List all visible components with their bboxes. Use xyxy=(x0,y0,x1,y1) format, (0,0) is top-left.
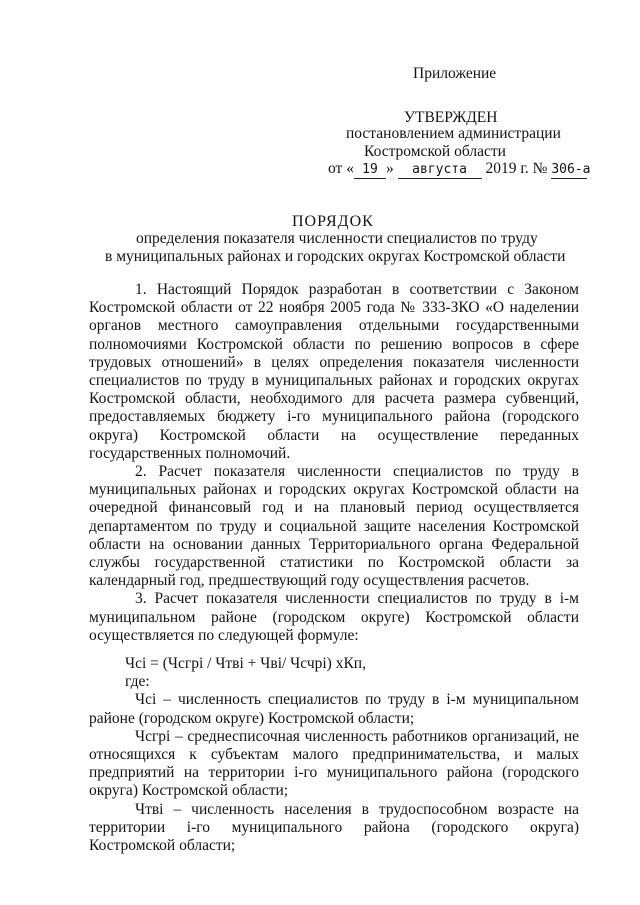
date-month: августа xyxy=(398,162,482,179)
formula: Чсi = (Чсгрi / Чтвi + Чвi/ Чсчрi) хКп, xyxy=(125,655,366,673)
date-day: 19 xyxy=(354,162,386,179)
definition-chtvi: Чтвi – численность населения в трудоспособном возрасте на территории i-го муниципального района (городского округа) Костромской области; xyxy=(89,800,579,855)
definition-chsgri: Чсгрi – среднесписочная численность работников организаций, не относящихся к субъектам малого предпринимательства, и малых предприятий на территории i-го муниципального района (городского округа) Костромской области; xyxy=(89,727,579,800)
approved-label: УТВЕРЖДЕН xyxy=(404,109,498,126)
approval-line-1: постановлением администрации xyxy=(346,125,561,142)
date-prefix: от « xyxy=(328,160,354,177)
appendix-label: Приложение xyxy=(413,65,497,82)
document-body xyxy=(89,281,579,855)
approval-line-2: Костромской области xyxy=(364,143,506,160)
document-title: ПОРЯДОК xyxy=(292,213,374,230)
paragraph-2: 2. Расчет показателя численности специалистов по труду в муниципальных районах и городских округах Костромской области на очередной финансовый год и на плановый период осуществляется департаментом по труду и социальной защите населения Костромской области на основании данных Территориального органа Федеральной службы государственной статистики по Костромской области за календарный год, предшествующий году осуществления расчетов. xyxy=(89,463,579,590)
approval-date-line xyxy=(328,159,591,179)
where-label: где: xyxy=(125,673,150,691)
date-mid: » xyxy=(385,160,394,177)
document-subtitle-2: в муниципальных районах и городских округах Костромской области xyxy=(105,248,566,265)
definition-chsi: Чсi – численность специалистов по труду в i-м муниципальном районе (городском округе) Костромской области; xyxy=(89,691,579,727)
paragraph-1: 1. Настоящий Порядок разработан в соответствии с Законом Костромской области от 22 ноября 2005 года № 333-ЗКО «О наделении органов местного самоуправления отдельными государственными полномочиями Костромской области по решению вопросов в сфере трудовых отношений» в целях определения показателя численности специалистов по труду в муниципальных районах и городских округах Костромской области, необходимого для расчета размера субвенций, предоставляемых бюджету i-го муниципального района (городского округа) Костромской области на осуществление переданных государственных полномочий. xyxy=(89,281,579,462)
date-year-number: 2019 г. № xyxy=(485,160,548,177)
document-number: 306-а xyxy=(551,162,591,177)
paragraph-3: 3. Расчет показателя численности специалистов по труду в i-м муниципальном районе (городском округе) Костромской области осуществляется по следующей формуле: xyxy=(89,590,579,644)
document-subtitle-1: определения показателя численности специалистов по труду xyxy=(136,230,538,247)
